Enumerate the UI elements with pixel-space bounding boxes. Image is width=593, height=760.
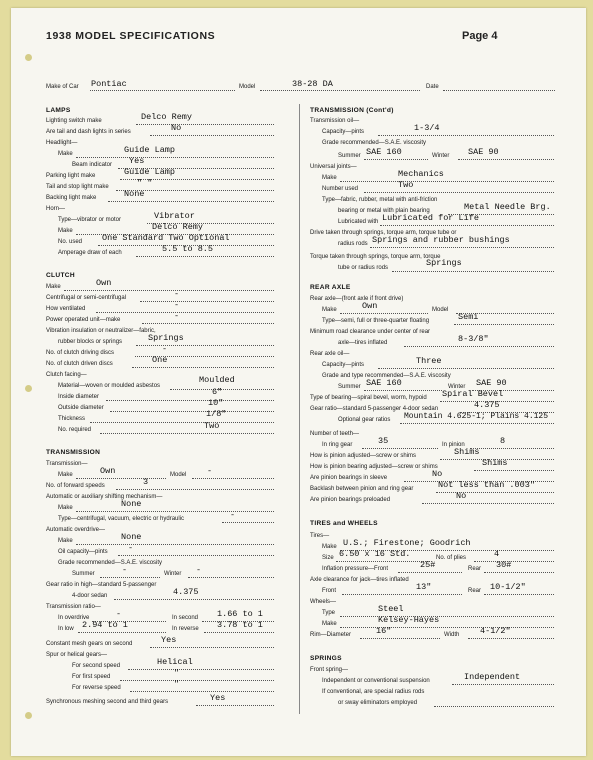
tire-plies-value: 4 xyxy=(494,549,500,559)
fill-line xyxy=(136,345,274,346)
section-heading-springs: SPRINGS xyxy=(310,655,342,662)
field-label: No. required xyxy=(58,427,92,433)
rear-oil-summer-value: SAE 160 xyxy=(366,378,402,388)
fill-line xyxy=(484,572,554,573)
horn-number-value: One Standard Two Optional xyxy=(102,233,230,243)
field-label: How is pinion adjusted—screw or shims xyxy=(310,453,417,459)
fill-line xyxy=(76,478,166,479)
field-label: Automatic or auxiliary shifting mechanism— xyxy=(46,494,163,500)
fill-line xyxy=(140,301,274,302)
fill-line xyxy=(136,256,274,257)
field-label: Vibration insulation or neutralizer—fabric, xyxy=(46,328,156,334)
field-label: Winter xyxy=(164,571,182,577)
trans-oil-capacity-value: 1-3/4 xyxy=(414,123,440,133)
pinion-adjusted-value: Shims xyxy=(454,447,480,457)
field-label: tube or radius rods xyxy=(338,265,389,271)
fill-line xyxy=(110,411,274,412)
fill-line xyxy=(96,312,274,313)
punch-hole xyxy=(25,54,32,61)
fill-line xyxy=(362,448,438,449)
fill-line xyxy=(128,669,274,670)
field-label: Make xyxy=(58,151,73,157)
constant-mesh-value: Yes xyxy=(161,635,177,645)
date-label: Date xyxy=(426,84,439,90)
joints-number-value: Two xyxy=(398,180,414,190)
spur-reverse-value: " xyxy=(174,679,180,689)
field-label: Tail and stop light make xyxy=(46,184,109,190)
field-label: Make xyxy=(58,538,73,544)
field-label: In reverse xyxy=(172,626,199,632)
fill-line xyxy=(118,555,274,556)
spur-second-value: Helical xyxy=(157,657,193,667)
fill-line xyxy=(64,290,274,291)
rim-diameter-value: 16" xyxy=(376,626,392,636)
rear-oil-capacity-value: Three xyxy=(416,356,442,366)
field-label: Material—woven or moulded asbestos xyxy=(58,383,161,389)
forward-speeds-value: 3 xyxy=(143,477,149,487)
vibration-value: Springs xyxy=(148,333,184,343)
field-label: Rear axle oil— xyxy=(310,351,350,357)
fill-line xyxy=(474,470,554,471)
pinion-value: 8 xyxy=(500,436,506,446)
fill-line xyxy=(342,594,462,595)
trans-oil-summer-value: SAE 160 xyxy=(366,147,402,157)
rear-axle-make-value: Own xyxy=(362,301,378,311)
field-label: If conventional, are special radius rods xyxy=(322,689,425,695)
fill-line xyxy=(364,159,428,160)
jack-front-value: 13" xyxy=(416,582,432,592)
section-heading-tires: TIRES and WHEELS xyxy=(310,520,378,527)
field-label: radius rods xyxy=(338,241,368,247)
wheel-type-value: Steel xyxy=(378,604,404,614)
rear-axle-type-value: Semi xyxy=(458,312,479,322)
fill-line xyxy=(340,616,554,617)
fill-line xyxy=(378,368,554,369)
fill-line xyxy=(436,492,554,493)
fill-line xyxy=(106,400,274,401)
fill-line xyxy=(370,247,554,248)
field-label: Capacity—pints xyxy=(322,362,365,368)
ratio-reverse-value: 3.78 to 1 xyxy=(217,620,263,630)
pressure-front-value: 25# xyxy=(420,560,436,570)
field-label: Grade recommended—S.A.E. viscosity xyxy=(322,140,427,146)
fill-line xyxy=(340,627,554,628)
field-label: No. of forward speeds xyxy=(46,483,105,489)
required-value: Two xyxy=(204,421,220,431)
section-heading-lamps: LAMPS xyxy=(46,107,71,114)
fill-line xyxy=(142,323,274,324)
field-label: Rear xyxy=(468,566,482,572)
field-label: Make xyxy=(322,621,337,627)
power-unit-value: - xyxy=(174,311,180,321)
outside-diameter-value: 10" xyxy=(208,398,224,408)
fill-line xyxy=(132,367,274,368)
fill-line xyxy=(364,390,442,391)
field-label: Inside diameter xyxy=(58,394,100,400)
field-label: Lighting switch make xyxy=(46,118,102,124)
fill-line xyxy=(340,313,428,314)
jack-rear-value: 10-1/2" xyxy=(490,582,526,592)
field-label: Power operated unit—make xyxy=(46,317,121,323)
ring-gear-value: 35 xyxy=(378,436,389,446)
fill-line xyxy=(150,647,274,648)
field-label: Tires— xyxy=(310,533,330,539)
field-label: Wheels— xyxy=(310,599,337,605)
suspension-value: Independent xyxy=(464,672,521,682)
field-label: Optional gear ratios xyxy=(338,417,391,423)
field-label: Transmission ratio— xyxy=(46,604,101,610)
field-label: Type—centrifugal, vacuum, electric or hydraulic xyxy=(58,516,185,522)
fill-line xyxy=(340,181,554,182)
field-label: For second speed xyxy=(72,663,121,669)
field-label: Type xyxy=(322,610,336,616)
fill-line xyxy=(76,544,274,545)
od-winter-value: - xyxy=(196,565,202,575)
field-label: In pinion xyxy=(442,442,465,448)
field-label: Winter xyxy=(448,384,466,390)
amperage-value: 5.5 to 8.5 xyxy=(162,244,214,254)
field-label: Amperage draw of each xyxy=(58,250,122,256)
model-label: Model xyxy=(239,84,256,90)
horn-type-value: Vibrator xyxy=(154,211,195,221)
field-label: Headlight— xyxy=(46,140,78,146)
pinion-preloaded-value: No xyxy=(456,491,467,501)
field-label: Outside diameter xyxy=(58,405,104,411)
fill-line xyxy=(222,522,274,523)
field-label: Rear axle—(front axle if front drive) xyxy=(310,296,404,302)
fill-line xyxy=(188,577,274,578)
field-label: Torque taken through springs, torque arm, torque xyxy=(310,254,441,260)
field-label: Summer xyxy=(338,153,361,159)
pressure-rear-value: 30# xyxy=(496,560,512,570)
field-label: Rim—Diameter xyxy=(310,632,352,638)
field-label: For first speed xyxy=(72,674,111,680)
fill-line xyxy=(474,561,554,562)
od-summer-value: - xyxy=(122,565,128,575)
section-heading-transmission: TRANSMISSION xyxy=(46,449,101,456)
field-label: Are pinion bearings in sleeve xyxy=(310,475,388,481)
field-label: No. used xyxy=(58,239,83,245)
field-label: Model xyxy=(432,307,449,313)
field-label: Parking light make xyxy=(46,173,96,179)
rear-gear-ratio-value: 4.375 xyxy=(474,400,500,410)
lubricated-value: Lubricated for Life xyxy=(382,213,479,223)
thickness-value: 1/8" xyxy=(206,409,227,419)
field-label: Make xyxy=(46,284,61,290)
field-label: Make xyxy=(58,505,73,511)
rear-oil-winter-value: SAE 90 xyxy=(476,378,507,388)
field-label: Make xyxy=(58,228,73,234)
fill-line xyxy=(78,632,166,633)
field-label: Type—semi, full or three-quarter floating xyxy=(322,318,430,324)
pinion-bearing-adjusted-value: Shims xyxy=(482,458,508,468)
field-label: In overdrive xyxy=(58,615,90,621)
field-label: Backlash between pinion and ring gear xyxy=(310,486,414,492)
fill-line xyxy=(136,124,274,125)
field-label: Make xyxy=(58,472,73,478)
field-label: Summer xyxy=(72,571,95,577)
auto-shift-make-value: None xyxy=(121,499,142,509)
field-label: Make xyxy=(322,175,337,181)
joints-type-value: Metal Needle Brg. xyxy=(464,202,551,212)
fill-line xyxy=(380,225,554,226)
field-label: Type—fabric, rubber, metal with anti-friction xyxy=(322,197,438,203)
field-label: 4-door sedan xyxy=(72,593,108,599)
field-label: Winter xyxy=(432,153,450,159)
fill-line xyxy=(196,705,274,706)
gear-ratio-high-value: 4.375 xyxy=(173,587,199,597)
field-label: Gear ratio—standard 5-passenger 4-door sedan xyxy=(310,406,439,412)
pinion-sleeve-value: No xyxy=(432,469,443,479)
field-label: Type of bearing—spiral bevel, worm, hypoid xyxy=(310,395,427,401)
field-label: No. of clutch driven discs xyxy=(46,361,113,367)
torque-taken-value: Springs xyxy=(426,258,462,268)
horn-make-value: Delco Remy xyxy=(152,222,204,232)
field-label: Are pinion bearings preloaded xyxy=(310,497,391,503)
rim-width-value: 4-1/2" xyxy=(480,626,511,636)
field-label: Gear ratio in high—standard 5-passenger xyxy=(46,582,157,588)
field-label: Type—vibrator or motor xyxy=(58,217,122,223)
joints-make-value: Mechanics xyxy=(398,169,444,179)
spur-first-value: " xyxy=(174,668,180,678)
fill-line xyxy=(484,594,554,595)
field-label: In low xyxy=(58,626,74,632)
beam-indicator-value: Yes xyxy=(129,156,145,166)
od-oil-value: - xyxy=(128,543,134,553)
field-label: Automatic overdrive— xyxy=(46,527,106,533)
fill-line xyxy=(100,433,274,434)
punch-hole xyxy=(25,385,32,392)
fill-line xyxy=(422,503,554,504)
field-label: Make xyxy=(322,307,337,313)
fill-line xyxy=(378,135,554,136)
field-label: Minimum road clearance under center of rear xyxy=(310,329,431,335)
section-heading-clutch: CLUTCH xyxy=(46,272,75,279)
field-label: Number of teeth— xyxy=(310,431,360,437)
fill-line xyxy=(114,599,274,600)
fill-line xyxy=(404,346,554,347)
field-label: Clutch facing— xyxy=(46,372,87,378)
wheel-make-value: Kelsey-Hayes xyxy=(378,615,440,625)
fill-line xyxy=(443,90,555,91)
fill-line xyxy=(76,157,274,158)
inside-diameter-value: 6" xyxy=(212,387,223,397)
overdrive-make-value: None xyxy=(121,532,142,542)
field-label: Width xyxy=(444,632,460,638)
field-label: Model xyxy=(170,472,187,478)
backlash-value: Not less than .003" xyxy=(438,480,535,490)
field-label: axle—tires inflated xyxy=(338,340,388,346)
field-label: Rear xyxy=(468,588,482,594)
bearing-type-value: Spiral Bevel xyxy=(442,389,504,399)
fill-line xyxy=(192,478,274,479)
headlight-make-value: Guide Lamp xyxy=(124,145,176,155)
fill-line xyxy=(130,691,274,692)
fill-line xyxy=(76,511,274,512)
model-value: 38-28 DA xyxy=(292,79,333,89)
field-label: Capacity—pints xyxy=(322,129,365,135)
optional-ratios-value: Mountain 4.625-1; Plains 4.125 xyxy=(404,412,549,421)
fill-line xyxy=(360,638,440,639)
field-label: Drive taken through springs, torque arm, torque tube or xyxy=(310,230,457,236)
field-label: Lubricated with xyxy=(338,219,379,225)
field-label: Spur or helical gears— xyxy=(46,652,108,658)
fill-line xyxy=(392,271,554,272)
punch-hole xyxy=(25,712,32,719)
fill-line xyxy=(204,632,274,633)
field-label: Synchronous meshing second and third gears xyxy=(46,699,169,705)
field-label: No. of clutch driving discs xyxy=(46,350,115,356)
fill-line xyxy=(120,680,274,681)
fill-line xyxy=(100,577,160,578)
field-label: How is pinion bearing adjusted—screw or shims xyxy=(310,464,438,470)
facing-material-value: Moulded xyxy=(199,375,235,385)
stop-light-value: " " xyxy=(137,178,153,188)
field-label: Universal joints— xyxy=(310,164,357,170)
field-label: Size xyxy=(322,555,334,561)
fill-line xyxy=(458,159,554,160)
ratio-overdrive-value: - xyxy=(116,609,122,619)
field-label: or sway eliminators employed xyxy=(338,700,418,706)
field-label: Horn— xyxy=(46,206,66,212)
field-label: Thickness xyxy=(58,416,86,422)
field-label: Number used xyxy=(322,186,359,192)
make-of-car-label: Make of Car xyxy=(46,84,79,90)
road-clearance-value: 8-3/8" xyxy=(458,334,489,344)
field-label: No. of plies xyxy=(436,555,467,561)
driving-discs-value: - xyxy=(162,344,168,354)
trans-model-value: - xyxy=(207,466,213,476)
fill-line xyxy=(398,572,462,573)
page-number: Page 4 xyxy=(462,30,498,42)
field-label: Beam indicator xyxy=(72,162,113,168)
field-label: In second xyxy=(172,615,199,621)
field-label: Make xyxy=(322,544,337,550)
field-label: Oil capacity—pints xyxy=(58,549,108,555)
tire-size-value: 6.50 x 16 Std. xyxy=(339,549,411,559)
ratio-low-value: 2.94 to 1 xyxy=(82,620,128,630)
trans-oil-winter-value: SAE 90 xyxy=(468,147,499,157)
tail-series-value: No xyxy=(171,123,182,133)
lighting-switch-value: Delco Remy xyxy=(141,112,193,122)
field-label: rubber blocks or springs xyxy=(58,339,123,345)
field-label: Front spring— xyxy=(310,667,349,673)
fill-line xyxy=(150,135,274,136)
field-label: Independent or conventional suspension xyxy=(322,678,430,684)
section-heading-rear-axle: REAR AXLE xyxy=(310,284,351,291)
ventilated-value: - xyxy=(174,300,180,310)
field-label: Centrifugal or semi-centrifugal xyxy=(46,295,127,301)
centrifugal-value: - xyxy=(174,289,180,299)
field-label: Grade recommended—S.A.E. viscosity xyxy=(58,560,163,566)
field-label: Transmission— xyxy=(46,461,88,467)
field-label: Inflation pressure—Front xyxy=(322,566,389,572)
driven-discs-value: One xyxy=(152,355,168,365)
field-label: For reverse speed xyxy=(72,685,121,691)
ratio-second-value: 1.66 to 1 xyxy=(217,609,263,619)
column-divider xyxy=(299,104,300,714)
fill-line xyxy=(336,561,432,562)
fill-line xyxy=(364,192,554,193)
auto-shift-type-value: - xyxy=(230,510,236,520)
fill-line xyxy=(116,489,274,490)
fill-line xyxy=(454,324,554,325)
page-title: 1938 MODEL SPECIFICATIONS xyxy=(46,30,216,42)
synchronous-value: Yes xyxy=(210,693,226,703)
field-label: Transmission oil— xyxy=(310,118,360,124)
fill-line xyxy=(400,423,554,424)
fill-line xyxy=(90,422,274,423)
field-label: Summer xyxy=(338,384,361,390)
field-label: Axle clearance for jack—tires inflated xyxy=(310,577,409,583)
field-label: Constant mesh gears on second xyxy=(46,641,133,647)
fill-line xyxy=(90,90,235,91)
make-of-car-value: Pontiac xyxy=(91,79,127,89)
field-label: Backing light make xyxy=(46,195,97,201)
field-label: Are tail and dash lights in series xyxy=(46,129,131,135)
fill-line xyxy=(452,684,554,685)
field-label: Front xyxy=(322,588,337,594)
field-label: Grade and type recommended—S.A.E. viscosity xyxy=(322,373,451,379)
section-heading-transmission-cont: TRANSMISSION (Cont'd) xyxy=(310,107,394,114)
field-label: How ventilated xyxy=(46,306,86,312)
tire-make-value: U.S.; Firestone; Goodrich xyxy=(343,538,471,548)
parking-light-value: Guide Lamp xyxy=(124,167,176,177)
field-label: bearing or metal with plain bearing xyxy=(338,208,430,214)
fill-line xyxy=(108,201,274,202)
fill-line xyxy=(470,448,554,449)
backing-light-value: None xyxy=(124,189,145,199)
field-label: In ring gear xyxy=(322,442,353,448)
fill-line xyxy=(434,706,554,707)
clutch-make-value: Own xyxy=(96,278,112,288)
trans-make-value: Own xyxy=(100,466,116,476)
fill-line xyxy=(260,90,420,91)
drive-taken-value: Springs and rubber bushings xyxy=(372,235,510,245)
fill-line xyxy=(468,638,554,639)
